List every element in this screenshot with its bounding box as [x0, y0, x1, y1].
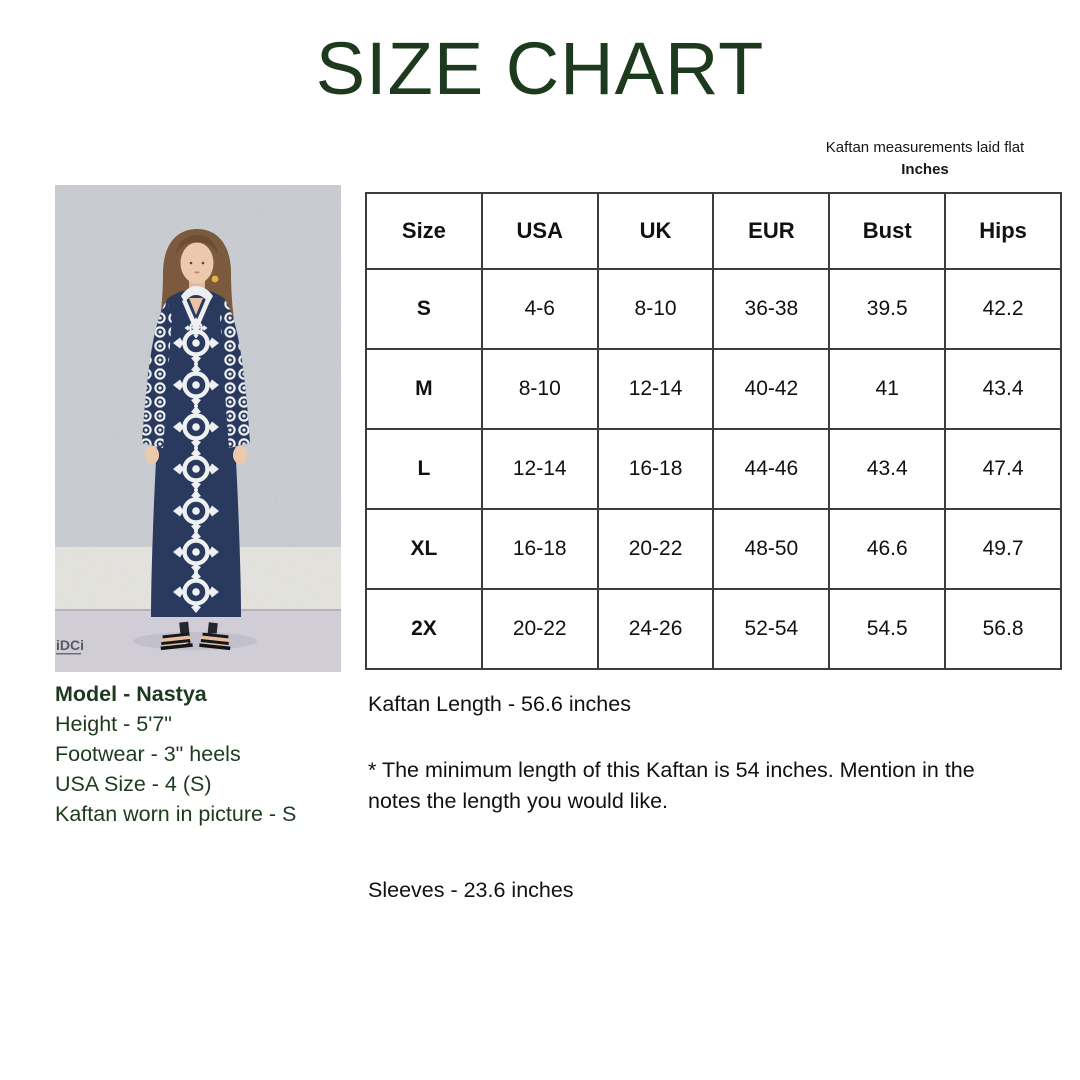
cell-bust: 39.5 — [829, 269, 945, 349]
earring — [212, 276, 219, 283]
col-header-eur: EUR — [713, 193, 829, 269]
measurement-note-text: Kaftan measurements laid flat — [825, 139, 1025, 156]
model-footwear: Footwear - 3" heels — [55, 742, 241, 766]
table-row-xl — [366, 509, 1061, 589]
cell-hips: 43.4 — [945, 349, 1061, 429]
col-header-bust: Bust — [829, 193, 945, 269]
col-header-usa: USA — [482, 193, 598, 269]
table-row-s — [366, 269, 1061, 349]
cell-eur: 36-38 — [713, 269, 829, 349]
col-header-size: Size — [366, 193, 482, 269]
left-hand — [145, 446, 159, 464]
cell-bust: 54.5 — [829, 589, 945, 669]
cell-eur: 48-50 — [713, 509, 829, 589]
product-photo — [55, 185, 341, 672]
right-hand — [233, 446, 247, 464]
measurement-unit: Inches — [901, 161, 949, 178]
cell-bust: 46.6 — [829, 509, 945, 589]
sleeves-text: Sleeves - 23.6 inches — [368, 878, 574, 902]
model-name: Model - Nastya — [55, 682, 207, 706]
cell-uk: 8-10 — [598, 269, 714, 349]
face — [181, 243, 214, 284]
cell-eur: 52-54 — [713, 589, 829, 669]
cell-hips: 56.8 — [945, 589, 1061, 669]
cell-bust: 41 — [829, 349, 945, 429]
cell-usa: 16-18 — [482, 509, 598, 589]
floor-shadow — [133, 632, 257, 650]
kaftan-model-illustration — [55, 185, 341, 672]
cell-size: M — [366, 349, 482, 429]
table-row-2x — [366, 589, 1061, 669]
cell-size: S — [366, 269, 482, 349]
model-usa-size: USA Size - 4 (S) — [55, 772, 212, 796]
cell-uk: 24-26 — [598, 589, 714, 669]
cell-uk: 20-22 — [598, 509, 714, 589]
page-title: SIZE CHART — [315, 27, 765, 110]
photo-watermark: iDCi — [56, 637, 84, 653]
model-info — [55, 679, 296, 829]
photo-watermark-underline — [56, 653, 81, 655]
eye — [190, 262, 193, 265]
cell-uk: 12-14 — [598, 349, 714, 429]
kaftan-length-text: Kaftan Length - 56.6 inches — [368, 692, 631, 716]
cell-usa: 8-10 — [482, 349, 598, 429]
cell-eur: 40-42 — [713, 349, 829, 429]
col-header-uk: UK — [598, 193, 714, 269]
cell-hips: 49.7 — [945, 509, 1061, 589]
size-table-header — [366, 193, 1061, 269]
cell-usa: 20-22 — [482, 589, 598, 669]
table-row-m — [366, 349, 1061, 429]
cell-eur: 44-46 — [713, 429, 829, 509]
cell-size: 2X — [366, 589, 482, 669]
col-header-hips: Hips — [945, 193, 1061, 269]
cell-bust: 43.4 — [829, 429, 945, 509]
table-row-l — [366, 429, 1061, 509]
cell-size: XL — [366, 509, 482, 589]
size-table — [365, 192, 1062, 670]
measurement-note — [800, 138, 1050, 179]
cell-hips: 42.2 — [945, 269, 1061, 349]
cell-size: L — [366, 429, 482, 509]
minimum-length-note: * The minimum length of this Kaftan is 54 inches. Mention in the notes the length you would like. — [368, 758, 975, 813]
model-height: Height - 5'7" — [55, 712, 172, 736]
lips — [195, 272, 200, 274]
eye — [202, 262, 205, 265]
model-kaftan-size: Kaftan worn in picture - S — [55, 802, 297, 826]
cell-hips: 47.4 — [945, 429, 1061, 509]
cell-usa: 12-14 — [482, 429, 598, 509]
cell-uk: 16-18 — [598, 429, 714, 509]
cell-usa: 4-6 — [482, 269, 598, 349]
